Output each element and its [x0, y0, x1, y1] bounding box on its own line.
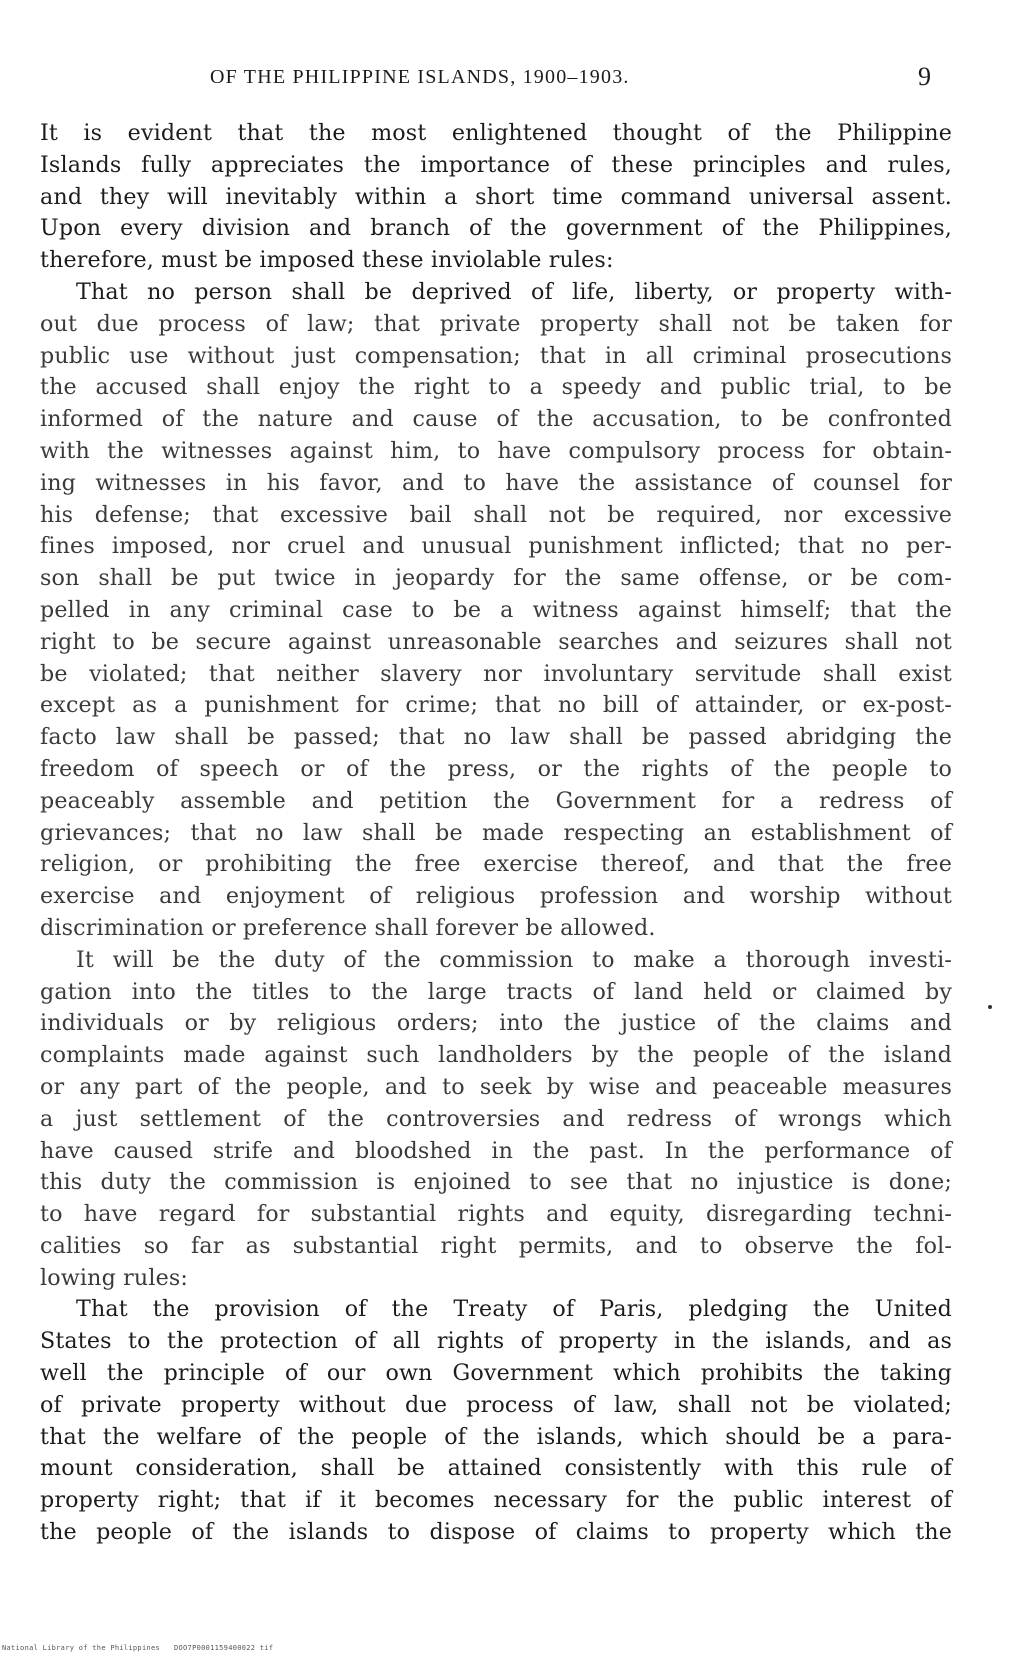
text-line: grievances; that no law shall be made respecting an establishment of	[40, 819, 952, 846]
text-line: property right; that if it becomes necessary for the public interest of	[40, 1487, 952, 1514]
text-line: complaints made against such landholders by the people of the island	[40, 1042, 952, 1069]
text-line: informed of the nature and cause of the accusation, to be confronted	[40, 406, 952, 433]
text-line: the accused shall enjoy the right to a speedy and public trial, to be	[40, 374, 952, 401]
scan-file-id: DOO7P0001159400022 tif	[174, 1644, 274, 1652]
text-line: Upon every division and branch of the government of the Philippines,	[40, 215, 952, 242]
text-line: lowing rules:	[40, 1264, 189, 1291]
page-number: 9	[918, 62, 931, 91]
text-line: a just settlement of the controversies and redress of wrongs which	[40, 1105, 952, 1132]
scan-speck	[988, 1005, 992, 1009]
text-line: mount consideration, shall be attained consistently with this rule of	[40, 1455, 952, 1482]
text-line: individuals or by religious orders; into the justice of the claims and	[40, 1010, 952, 1037]
running-title: OF THE PHILIPPINE ISLANDS, 1900–1903.	[210, 66, 630, 88]
text-line: calities so far as substantial right permits, and to observe the fol-	[40, 1232, 952, 1259]
text-line: gation into the titles to the large tracts of land held or claimed by	[40, 978, 952, 1005]
text-line: son shall be put twice in jeopardy for the same offense, or be com-	[40, 565, 952, 592]
text-line: this duty the commission is enjoined to see that no injustice is done;	[40, 1169, 952, 1196]
text-line: freedom of speech or of the press, or the rights of the people to	[40, 755, 952, 782]
text-line: religion, or prohibiting the free exercise thereof, and that the free	[40, 851, 952, 878]
text-line: facto law shall be passed; that no law shall be passed abridging the	[40, 724, 952, 751]
text-line: States to the protection of all rights of property in the islands, and as	[40, 1328, 952, 1355]
text-line: right to be secure against unreasonable searches and seizures shall not	[40, 628, 952, 655]
text-line: that the welfare of the people of the islands, which should be a para-	[40, 1423, 952, 1450]
text-line: exercise and enjoyment of religious profession and worship without	[40, 883, 952, 910]
text-line: well the principle of our own Government which prohibits the taking	[40, 1360, 952, 1387]
text-line: of private property without due process of law, shall not be violated;	[40, 1391, 952, 1418]
text-line: therefore, must be imposed these inviolable rules:	[40, 247, 614, 274]
text-line: peaceably assemble and petition the Government for a redress of	[40, 787, 952, 814]
text-line: public use without just compensation; that in all criminal prosecutions	[40, 342, 952, 369]
text-line: ing witnesses in his favor, and to have the assistance of counsel for	[40, 469, 952, 496]
text-line: to have regard for substantial rights and equity, disregarding techni-	[40, 1201, 952, 1228]
text-line: his defense; that excessive bail shall not be required, nor excessive	[40, 501, 952, 528]
text-line: have caused strife and bloodshed in the past. In the performance of	[40, 1137, 952, 1164]
text-line: It will be the duty of the commission to make a thorough investi-	[76, 946, 952, 973]
text-line: discrimination or preference shall forever be allowed.	[40, 914, 656, 941]
text-line: and they will inevitably within a short time command universal assent.	[40, 183, 952, 210]
text-line: with the witnesses against him, to have compulsory process for obtain-	[40, 437, 952, 464]
text-line: be violated; that neither slavery nor involuntary servitude shall exist	[40, 660, 952, 687]
scan-credit	[2, 1644, 273, 1652]
text-line: That no person shall be deprived of life, liberty, or property with-	[76, 278, 952, 305]
text-line: Islands fully appreciates the importance of these principles and rules,	[40, 151, 952, 178]
body-text	[40, 118, 952, 1549]
text-line: It is evident that the most enlightened thought of the Philippine	[40, 120, 952, 146]
text-line: pelled in any criminal case to be a witness against himself; that the	[40, 596, 952, 623]
text-line: out due process of law; that private property shall not be taken for	[40, 310, 952, 337]
text-line: except as a punishment for crime; that no bill of attainder, or ex-post-	[40, 692, 952, 719]
text-line: That the provision of the Treaty of Paris, pledging the United	[76, 1296, 952, 1323]
text-line: or any part of the people, and to seek by wise and peaceable measures	[40, 1073, 952, 1100]
text-line: fines imposed, nor cruel and unusual punishment inflicted; that no per-	[40, 533, 952, 560]
library-credit: National Library of the Philippines	[2, 1644, 161, 1652]
text-line: the people of the islands to dispose of claims to property which the	[40, 1519, 952, 1546]
